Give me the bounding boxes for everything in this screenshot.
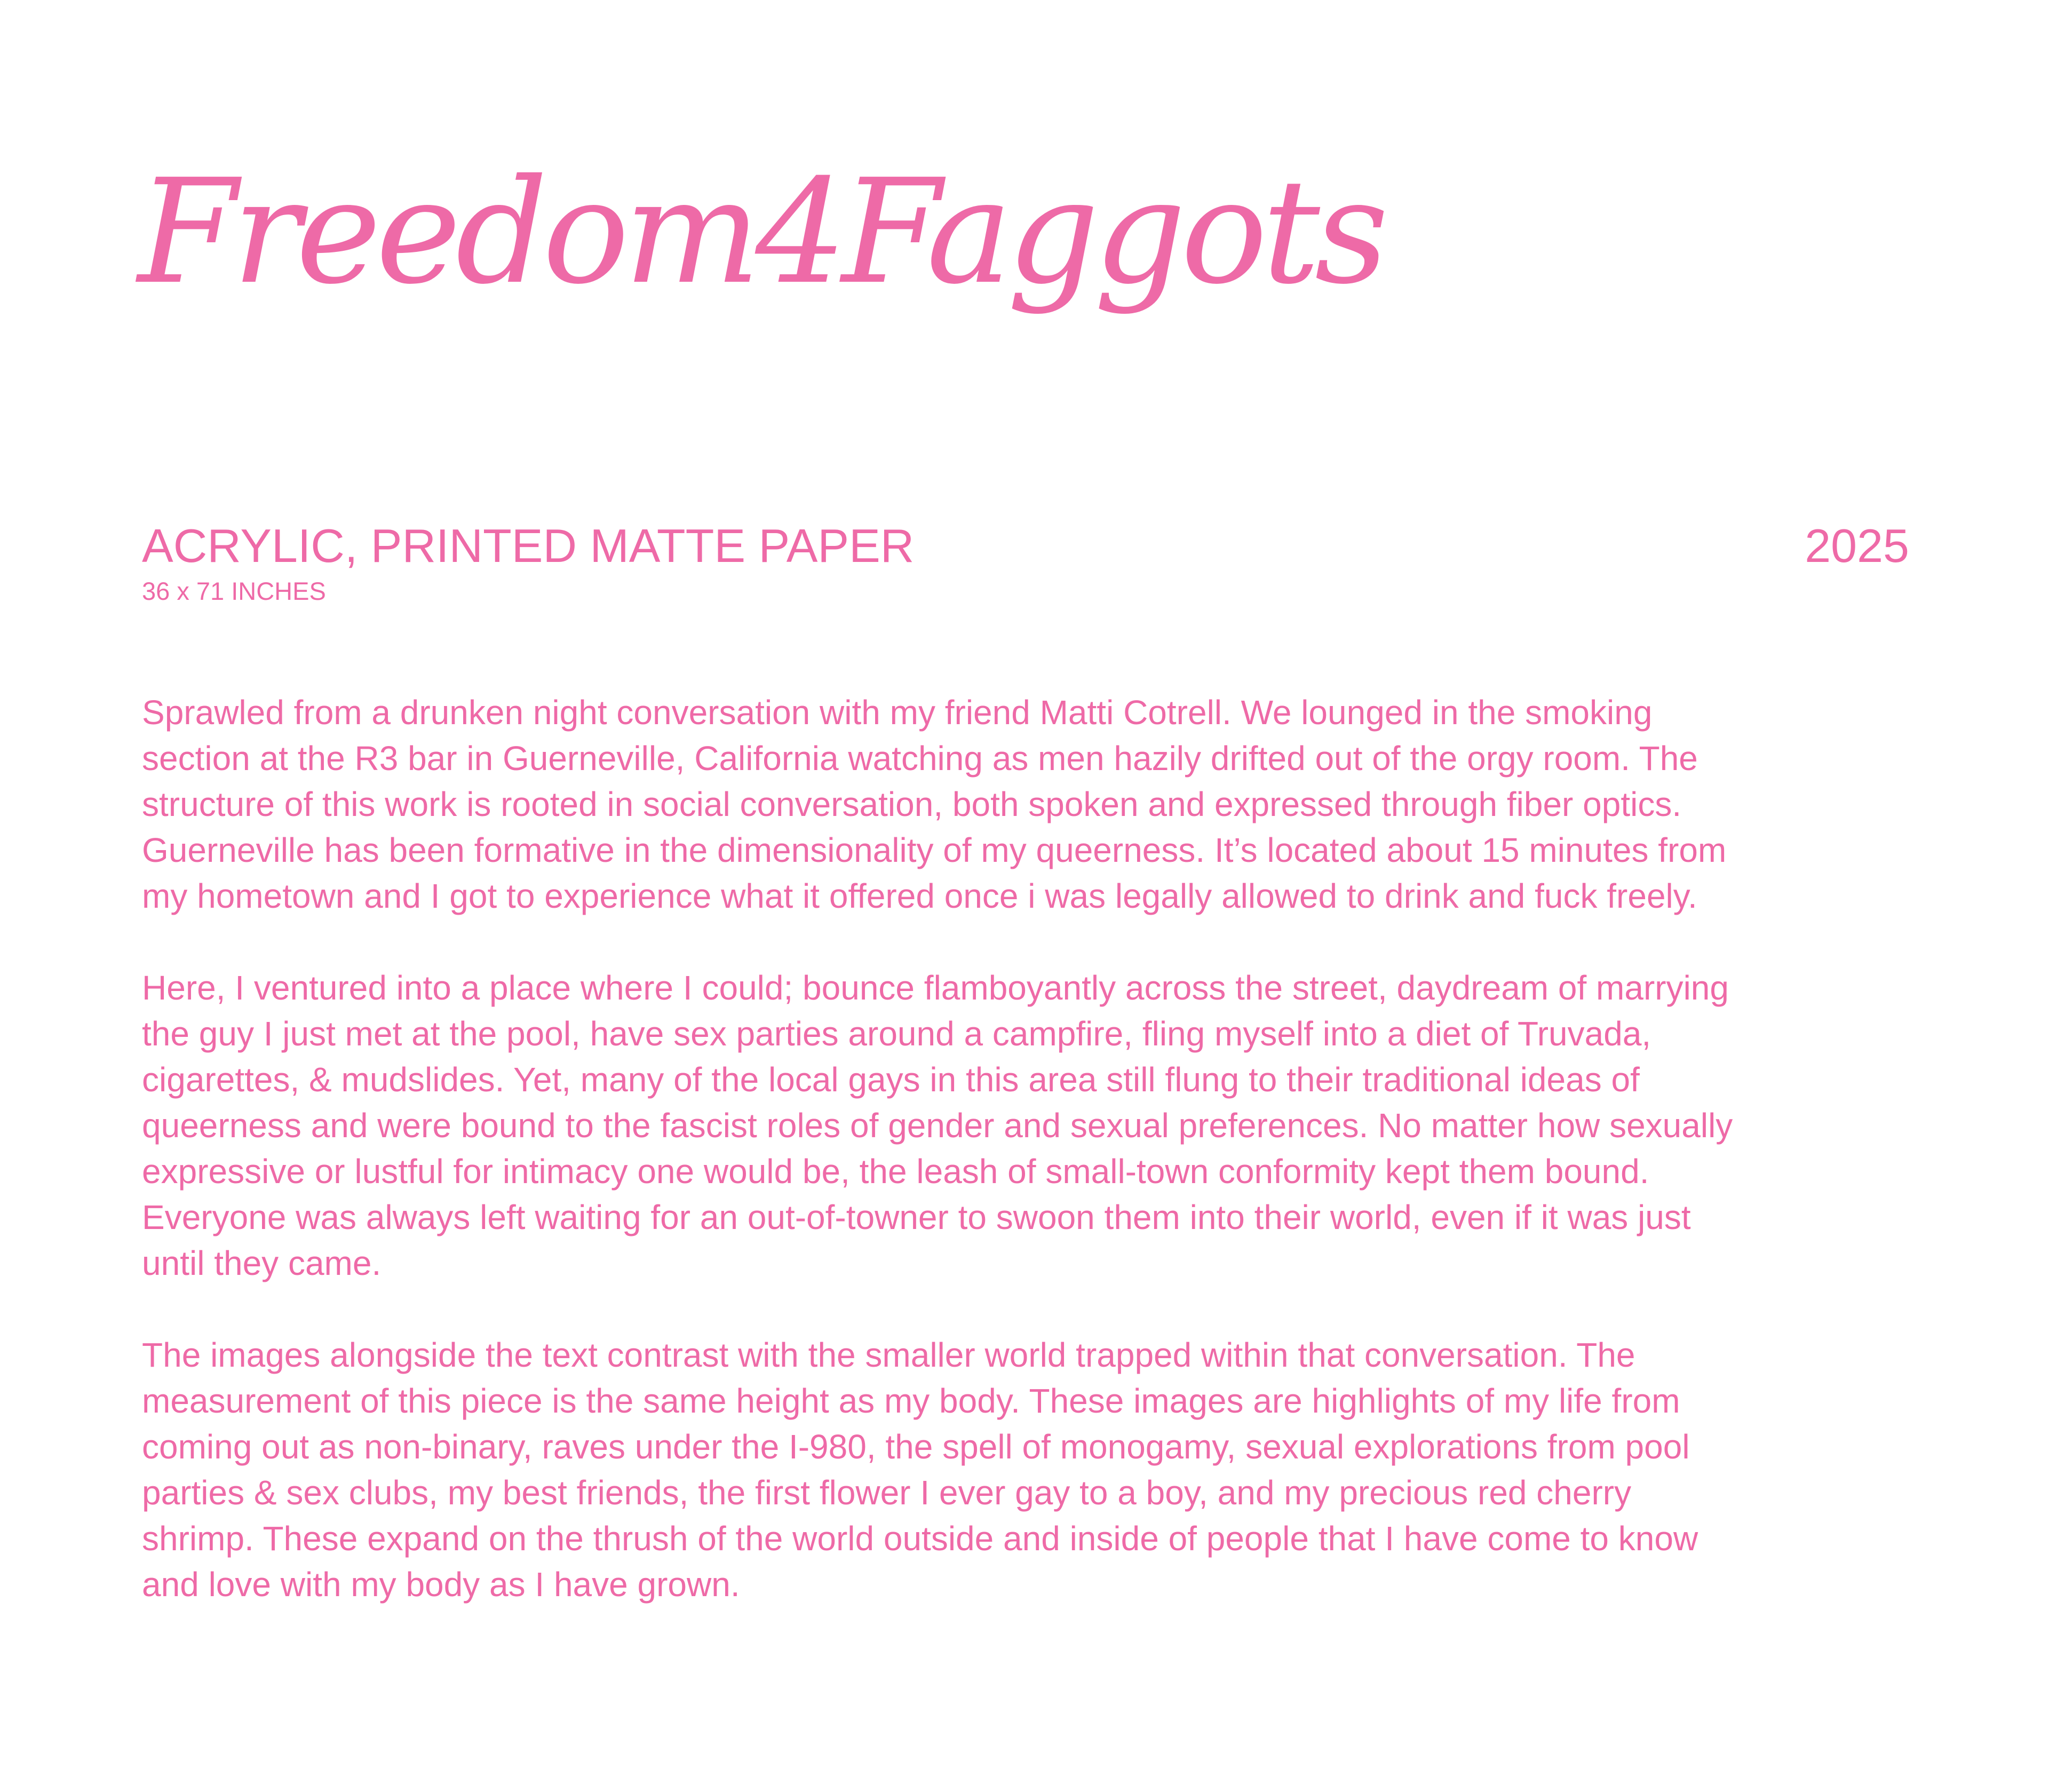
statement-line: and love with my body as I have grown. bbox=[142, 1565, 740, 1604]
statement-paragraph bbox=[142, 965, 1919, 1286]
statement-line: measurement of this piece is the same height as my body. These images are highlights of my life from bbox=[142, 1382, 1680, 1420]
statement-line: The images alongside the text contrast with the smaller world trapped within that conversation. The bbox=[142, 1336, 1635, 1374]
statement-paragraph bbox=[142, 1332, 1919, 1607]
statement-line: Here, I ventured into a place where I could; bounce flamboyantly across the street, daydream of marrying bbox=[142, 969, 1729, 1007]
artwork-dimensions: 36 x 71 INCHES bbox=[142, 577, 326, 605]
statement-line: until they came. bbox=[142, 1244, 382, 1282]
artwork-title: Freedom4Faggots bbox=[138, 148, 1384, 316]
statement-line: structure of this work is rooted in social conversation, both spoken and expressed through fiber optics. bbox=[142, 785, 1682, 823]
statement-line: the guy I just met at the pool, have sex parties around a campfire, fling myself into a diet of Truvada, bbox=[142, 1014, 1651, 1053]
artwork-year: 2025 bbox=[1805, 519, 1909, 572]
statement-line: queerness and were bound to the fascist roles of gender and sexual preferences. No matter how sexually bbox=[142, 1106, 1733, 1145]
artwork-medium: ACRYLIC, PRINTED MATTE PAPER bbox=[142, 519, 915, 572]
statement-line: section at the R3 bar in Guerneville, California watching as men hazily drifted out of the orgy room. The bbox=[142, 739, 1698, 778]
artist-statement bbox=[142, 689, 1919, 1653]
statement-line: Sprawled from a drunken night conversation with my friend Matti Cotrell. We lounged in the smoking bbox=[142, 693, 1653, 732]
statement-line: Guerneville has been formative in the dimensionality of my queerness. It’s located about 15 minutes from bbox=[142, 831, 1727, 869]
statement-line: Everyone was always left waiting for an out-of-towner to swoon them into their world, even if it was just bbox=[142, 1198, 1691, 1236]
statement-line: parties & sex clubs, my best friends, the first flower I ever gay to a boy, and my precious red cherry bbox=[142, 1473, 1632, 1512]
statement-line: expressive or lustful for intimacy one would be, the leash of small-town conformity kept them bound. bbox=[142, 1152, 1649, 1191]
statement-line: my hometown and I got to experience what it offered once i was legally allowed to drink and fuck freely. bbox=[142, 877, 1697, 915]
statement-line: coming out as non-binary, raves under the I-980, the spell of monogamy, sexual explorations from pool bbox=[142, 1428, 1690, 1466]
statement-line: cigarettes, & mudslides. Yet, many of the local gays in this area still flung to their traditional ideas of bbox=[142, 1060, 1640, 1099]
statement-line: shrimp. These expand on the thrush of the world outside and inside of people that I have come to know bbox=[142, 1519, 1698, 1558]
statement-paragraph bbox=[142, 689, 1919, 919]
